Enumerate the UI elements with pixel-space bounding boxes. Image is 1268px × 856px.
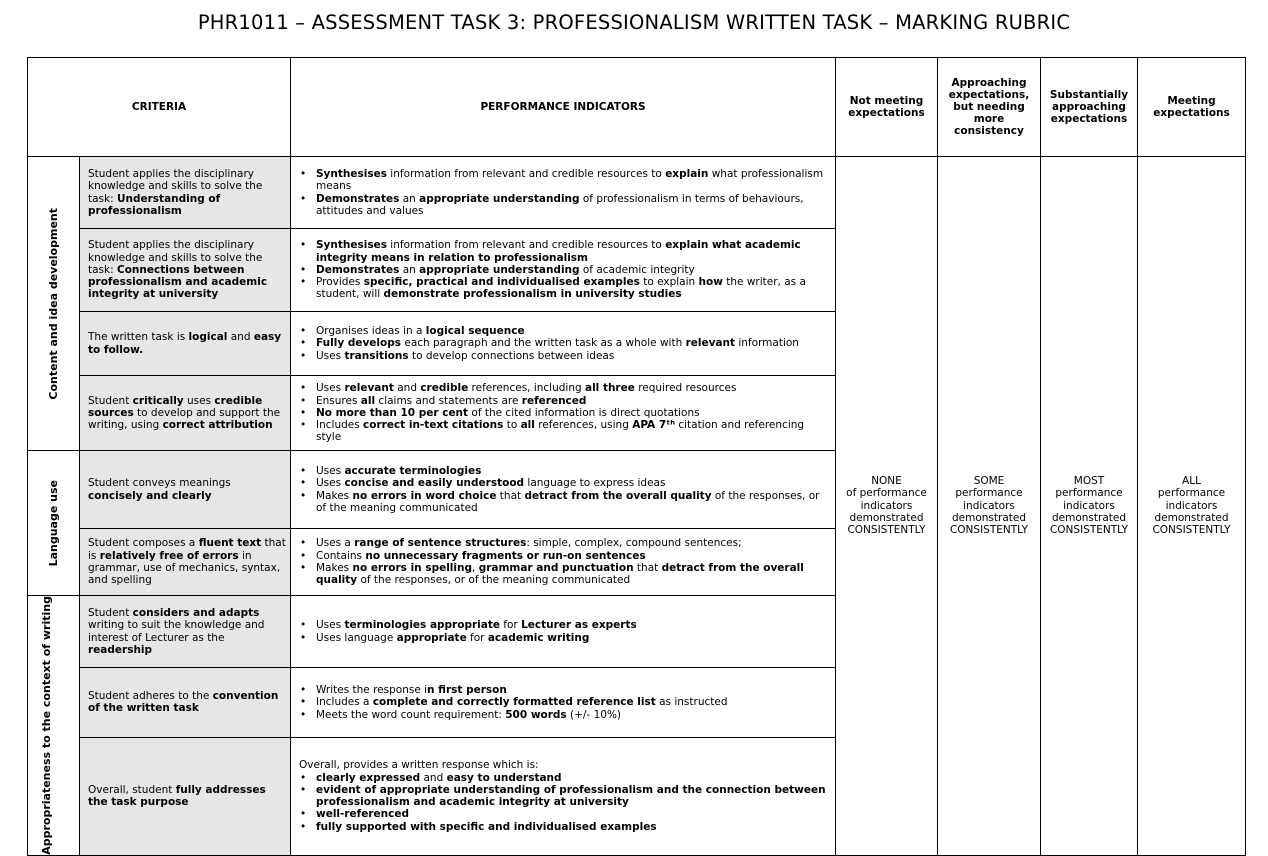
level-text-line1: performance — [955, 487, 1023, 500]
group-label: Language use — [47, 479, 60, 567]
indicator-item: • Uses transitions to develop connections between ideas — [316, 350, 829, 362]
indicators-cell — [291, 451, 836, 529]
indicators-cell — [291, 229, 836, 312]
criterion-cell: Student composes a fluent text that is relatively free of errors in grammar, use of mechanics, syntax, and spelling — [80, 529, 291, 596]
indicator-list — [299, 239, 829, 300]
indicators-cell — [291, 157, 836, 229]
indicator-item: • Synthesises information from relevant and credible resources to explain what professionalism means — [316, 168, 829, 193]
level-text-line1: performance — [1157, 487, 1226, 500]
indicator-list — [299, 772, 829, 833]
indicator-item: • Uses accurate terminologies — [316, 465, 829, 477]
criterion-cell: Student applies the disciplinary knowledge and skills to solve the task: Connections between professionalism and academic integrity at university — [80, 229, 291, 312]
level-text-line4: CONSISTENTLY — [1152, 524, 1231, 537]
level-text-line3: demonstrated — [951, 512, 1026, 525]
indicator-item: • Makes no errors in spelling, grammar and punctuation that detract from the overall quality of the responses, or of the meaning communicated — [316, 562, 829, 587]
indicator-item: • Makes no errors in word choice that detract from the overall quality of the responses, or of the meaning communicated — [316, 490, 829, 515]
indicator-list — [299, 684, 829, 721]
group-label: Appropriateness to the context of writing — [39, 596, 53, 855]
criterion-cell: Student conveys meanings concisely and clearly — [80, 451, 291, 529]
criterion-cell: The written task is logical and easy to follow. — [80, 312, 291, 376]
indicators-cell — [291, 376, 836, 451]
criterion-cell: Student applies the disciplinary knowledge and skills to solve the task: Understanding of professionalism — [80, 157, 291, 229]
level-header-meeting: Meeting expectations — [1138, 58, 1246, 157]
criterion-cell: Overall, student fully addresses the task purpose — [80, 737, 291, 855]
indicator-list — [299, 465, 829, 514]
indicator-list — [299, 325, 829, 362]
indicator-item: • Meets the word count requirement: 500 words (+/- 10%) — [316, 709, 829, 721]
indicators-cell — [291, 737, 836, 855]
level-text-line1: performance — [1055, 487, 1123, 500]
indicator-item: • Provides specific, practical and individualised examples to explain how the writer, as a student, will demonstrate professionalism in university studies — [316, 276, 829, 301]
indicator-item: • Synthesises information from relevant and credible resources to explain what academic integrity means in relation to professionalism — [316, 239, 829, 264]
indicator-item: • Writes the response in first person — [316, 684, 829, 696]
level-text-amount: SOME — [973, 475, 1005, 488]
indicator-item: • clearly expressed and easy to understand — [316, 772, 829, 784]
level-text-line2: indicators — [1165, 499, 1218, 512]
indicator-list — [299, 537, 829, 586]
indicator-item: • Uses concise and easily understood language to express ideas — [316, 477, 829, 489]
indicator-list — [299, 168, 829, 217]
level-header-not-meeting: Not meeting expectations — [836, 58, 938, 157]
indicators-cell — [291, 596, 836, 668]
indicator-item: • fully supported with specific and individualised examples — [316, 821, 829, 833]
level-text-amount: ALL — [1182, 475, 1201, 488]
group-appropriateness-to-context — [28, 596, 80, 856]
indicator-item: • Ensures all claims and statements are referenced — [316, 395, 829, 407]
level-text-line4: CONSISTENTLY — [1049, 524, 1129, 537]
level-not-meeting-cell — [836, 157, 938, 856]
marking-rubric-table — [27, 57, 1246, 856]
level-header-approaching: Approaching expectations, but needing more consistency — [938, 58, 1041, 157]
criteria-header: CRITERIA — [28, 58, 291, 157]
indicator-item: • Demonstrates an appropriate understanding of academic integrity — [316, 264, 829, 276]
indicators-cell — [291, 529, 836, 596]
indicator-item: • Uses language appropriate for academic writing — [316, 632, 829, 644]
level-text-line4: CONSISTENTLY — [949, 524, 1029, 537]
indicator-item: • Uses relevant and credible references, including all three required resources — [316, 382, 829, 394]
performance-indicators-header: PERFORMANCE INDICATORS — [291, 58, 836, 157]
criterion-cell: Student considers and adapts writing to suit the knowledge and interest of Lecturer as the readership — [80, 596, 291, 668]
indicator-list — [299, 382, 829, 443]
level-text-line3: demonstrated — [1154, 512, 1229, 525]
level-text-line3: demonstrated — [849, 512, 924, 525]
level-text-line2: indicators — [1063, 499, 1115, 512]
indicator-item: • Demonstrates an appropriate understanding of professionalism in terms of behaviours, attitudes and values — [316, 193, 829, 218]
indicator-item: • Includes correct in-text citations to all references, using APA 7ᵗʰ citation and referencing style — [316, 419, 829, 444]
indicator-item: • Contains no unnecessary fragments or run-on sentences — [316, 550, 829, 562]
level-text-line4: CONSISTENTLY — [847, 524, 926, 537]
header-row — [28, 58, 1246, 157]
level-text-amount: MOST — [1073, 475, 1105, 488]
level-approaching-cell — [938, 157, 1041, 856]
level-substantially-cell — [1041, 157, 1138, 856]
level-text-line3: demonstrated — [1051, 512, 1126, 525]
indicators-intro: Overall, provides a written response which is: — [299, 759, 539, 772]
level-text-line2: indicators — [860, 499, 913, 512]
group-content-and-idea-development — [28, 157, 80, 451]
level-text-line1: of performance — [846, 487, 927, 500]
level-header-substantially: Substantially approaching expectations — [1041, 58, 1138, 157]
indicator-item: • Organises ideas in a logical sequence — [316, 325, 829, 337]
level-meeting-cell — [1138, 157, 1246, 856]
indicator-item: • Uses terminologies appropriate for Lecturer as experts — [316, 619, 829, 631]
indicator-item: • Includes a complete and correctly formatted reference list as instructed — [316, 696, 829, 708]
level-text-amount: NONE — [871, 475, 902, 488]
level-text-line2: indicators — [963, 499, 1015, 512]
indicators-cell — [291, 312, 836, 376]
indicator-list — [299, 619, 829, 644]
rubric-row — [28, 157, 1246, 229]
indicators-cell — [291, 668, 836, 737]
group-label: Content and idea development — [47, 207, 60, 400]
indicator-item: • Uses a range of sentence structures: simple, complex, compound sentences; — [316, 537, 829, 549]
indicator-item: • Fully develops each paragraph and the written task as a whole with relevant information — [316, 337, 829, 349]
criterion-cell: Student critically uses credible sources to develop and support the writing, using correct attribution — [80, 376, 291, 451]
indicator-item: • evident of appropriate understanding of professionalism and the connection between professionalism and academic integrity at university — [316, 784, 829, 809]
indicator-item: • No more than 10 per cent of the cited information is direct quotations — [316, 407, 829, 419]
criterion-cell: Student adheres to the convention of the written task — [80, 668, 291, 737]
page-title: PHR1011 – ASSESSMENT TASK 3: PROFESSIONALISM WRITTEN TASK – MARKING RUBRIC — [197, 11, 1071, 34]
indicator-item: • well-referenced — [316, 808, 829, 820]
group-language-use — [28, 451, 80, 596]
